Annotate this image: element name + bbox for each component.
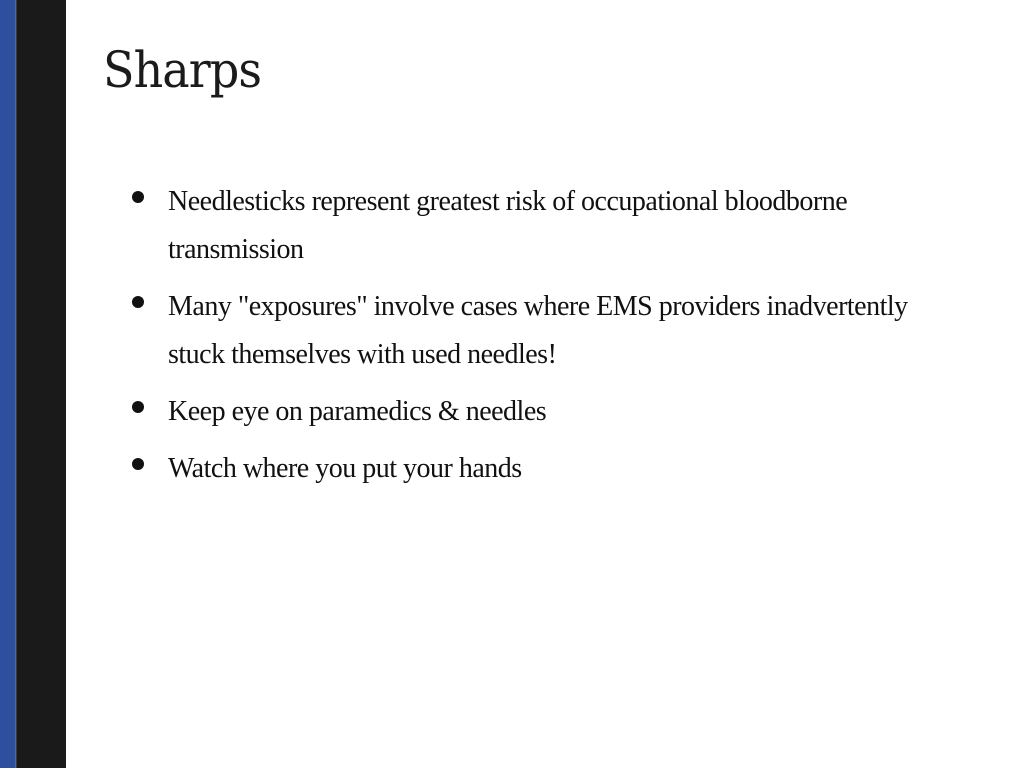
sidebar-dark-stripe: [16, 0, 66, 768]
bullet-text: Many "exposures" involve cases where EMS providers inadvertently stuck themselves with used needles!: [168, 291, 908, 370]
bullet-text: Watch where you put your hands: [168, 453, 522, 484]
bullet-dot-icon: [132, 401, 144, 413]
bullet-item: [130, 178, 960, 274]
bullet-text: Keep eye on paramedics & needles: [168, 396, 547, 427]
bullet-dot-icon: [132, 458, 144, 470]
sidebar-stripe-divider: [15, 0, 17, 768]
bullet-dot-icon: [132, 191, 144, 203]
bullet-item: [130, 445, 960, 493]
bullet-dot-icon: [132, 296, 144, 308]
bullet-item: [130, 388, 960, 436]
bullet-item: [130, 283, 960, 379]
bullet-text: Needlesticks represent greatest risk of occupational bloodborne transmission: [168, 186, 848, 265]
slide-title: Sharps: [103, 41, 262, 99]
sidebar-blue-stripe: [0, 0, 16, 768]
bullet-list: [130, 178, 960, 502]
